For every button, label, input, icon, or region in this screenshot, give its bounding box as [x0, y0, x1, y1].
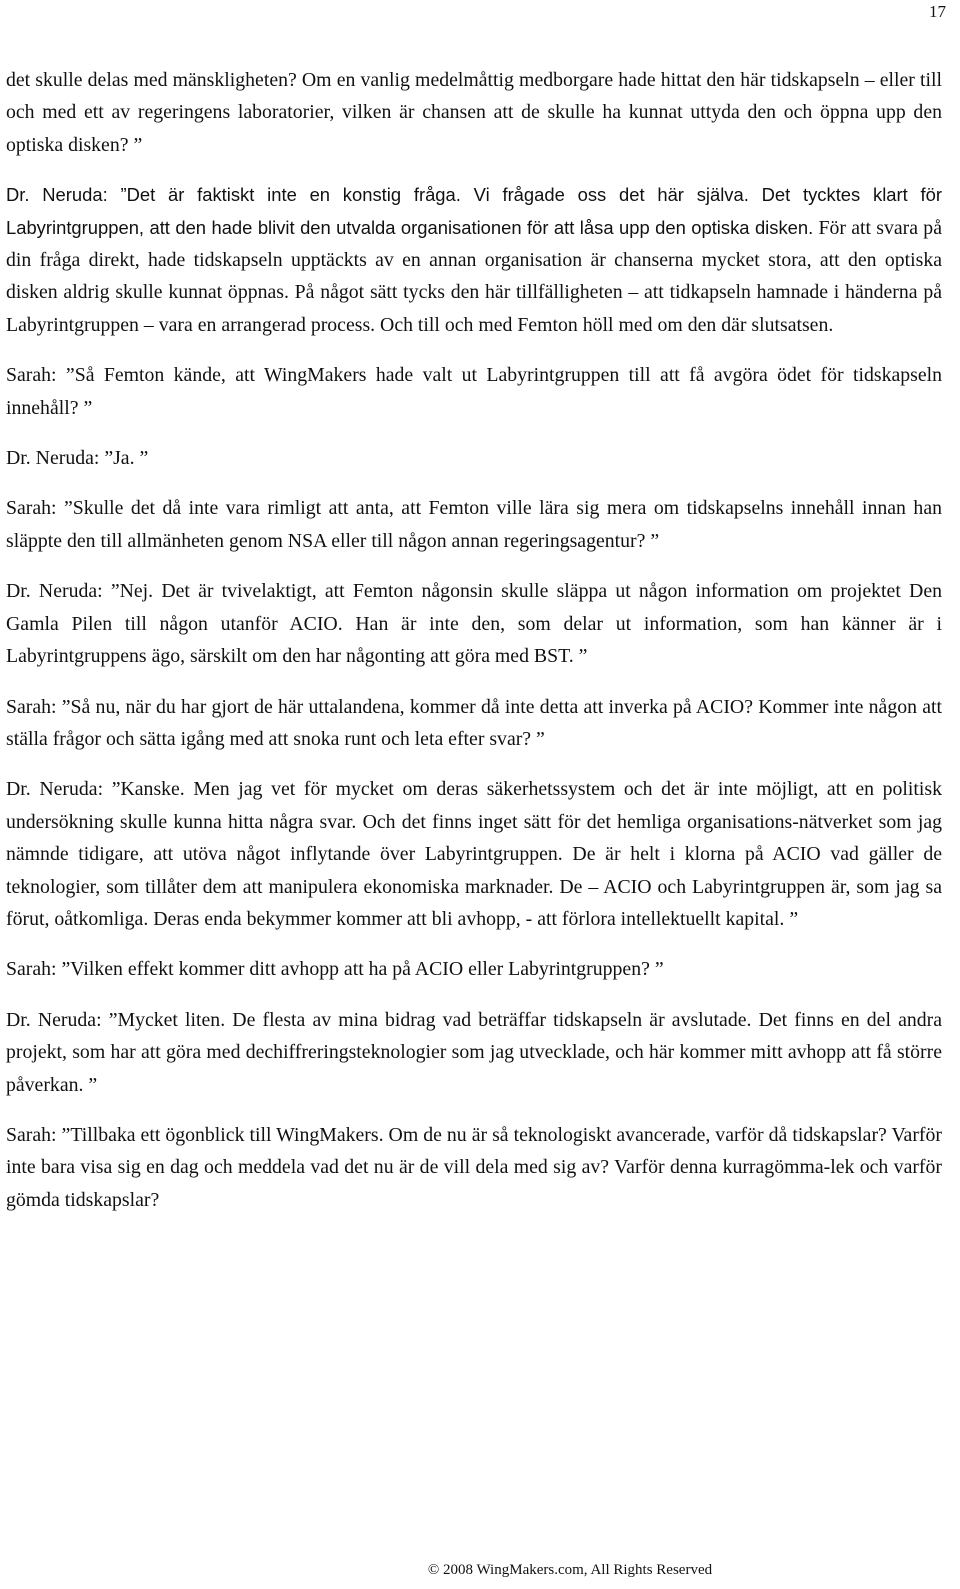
paragraph-5 [6, 492, 942, 557]
copyright-footer [0, 1562, 960, 1579]
paragraph-text: Dr. Neruda: ”Kanske. Men jag vet för mycket om deras säkerhetssystem och det är inte möjligt, att en politisk undersökning skulle kunna hitta några svar. Och det finns inget sätt för det hemliga organisations-nätverket som jag nämnde tidigare, att utöva något inflytande över Labyrintgruppen. De är helt i klorna på ACIO vad gäller de teknologier, som tillåter dem att manipulera ekonomiska marknader. De – ACIO och Labyrintgruppen är, som jag sa förut, oåtkomliga. Deras enda bekymmer kommer att bli avhopp, - att förlora intellektuellt kapital. ” [6, 778, 942, 930]
paragraph-10 [6, 1004, 942, 1101]
document-body [6, 64, 942, 1234]
paragraph-11 [6, 1119, 942, 1216]
paragraph-text: Dr. Neruda: ”Nej. Det är tvivelaktigt, att Femton någonsin skulle släppa ut någon information om projektet Den Gamla Pilen till någon utanför ACIO. Han är inte den, som delar ut information, som han känner är i Labyrintgruppens ägo, särskilt om den har någonting att göra med BST. ” [6, 580, 942, 668]
paragraph-3 [6, 359, 942, 424]
paragraph-text: Sarah: ”Så nu, när du har gjort de här uttalandena, kommer då inte detta att inverka på ACIO? Kommer inte någon att ställa frågor och sätta igång med att snoka runt och leta efter svar? ” [6, 695, 942, 750]
paragraph-text: Sarah: ”Vilken effekt kommer ditt avhopp att ha på ACIO eller Labyrintgruppen? ” [6, 958, 664, 981]
paragraph-text: Sarah: ”Så Femton kände, att WingMakers hade valt ut Labyrintgruppen till att få avgöra ödet för tidskapseln innehåll? ” [6, 364, 942, 419]
paragraph-text-sans: Dr. Neruda: ”Det är faktiskt inte en konstig fråga. Vi frågade oss det här själva. Det tycktes klart för Labyrintgruppen, att den hade blivit den utvalda organisationen för att låsa upp den optiska disken. [6, 184, 942, 238]
paragraph-text: det skulle delas med mänskligheten? Om en vanlig medelmåttig medborgare hade hittat den här tidskapseln – eller till och med ett av regeringens laboratorier, vilken är chansen att de skulle ha kunnat uttyda den och öppna upp den optiska disken? ” [6, 69, 942, 156]
paragraph-text: Dr. Neruda: ”Ja. ” [6, 447, 149, 470]
paragraph-8 [6, 773, 942, 935]
paragraph-7 [6, 691, 942, 756]
paragraph-6 [6, 575, 942, 672]
paragraph-4 [6, 442, 942, 474]
paragraph-text: Sarah: ”Skulle det då inte vara rimligt att anta, att Femton ville lära sig mera om tidskapselns innehåll innan han släppte den till allmänheten genom NSA eller till någon annan regeringsagentur? ” [6, 497, 942, 552]
page-number: 17 [929, 2, 946, 21]
paragraph-text: Dr. Neruda: ”Mycket liten. De flesta av mina bidrag vad beträffar tidskapseln är avslutade. Det finns en del andra projekt, som har att göra med dechiffreringsteknologier som jag utvecklade, och här kommer mitt avhopp att få större påverkan. ” [6, 1008, 942, 1096]
paragraph-text: Sarah: ”Tillbaka ett ögonblick till WingMakers. Om de nu är så teknologiskt avancerade, varför då tidskapslar? Varför inte bara visa sig en dag och meddela vad det nu är de vill dela med sig av? Varför denna kurragömma-lek och varför gömda tidskapslar? [6, 1123, 942, 1211]
copyright-text: © 2008 WingMakers.com, All Rights Reserved [427, 1562, 713, 1578]
paragraph-text: För att svara på din fråga direkt, hade tidskapseln upptäckts av en annan organisation är chanserna mycket stora, att den optiska disken aldrig skulle kunnat öppnas. På något sätt tycks den här tillfälligheten – att tidkapseln hamnade i händerna på Labyrintgruppen – vara en arrangerad process. Och till och med Femton höll med om den där slutsatsen. [6, 216, 942, 336]
paragraph-9 [6, 953, 942, 985]
paragraph-1 [6, 64, 942, 161]
paragraph-2 [6, 179, 942, 341]
